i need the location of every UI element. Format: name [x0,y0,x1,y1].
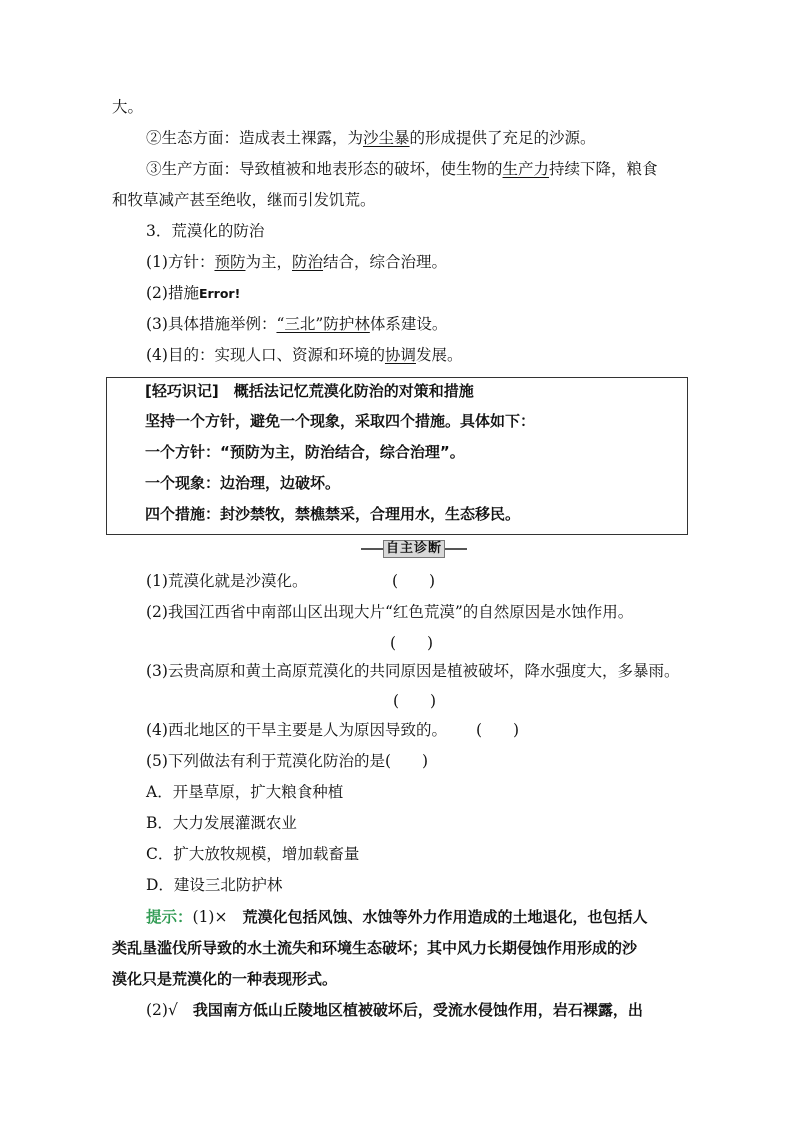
text-line: ②生态方面：造成表土裸露，为沙尘暴的形成提供了充足的沙源。 [146,129,596,147]
banner-rule-right [445,548,467,550]
self-diagnosis-banner [361,540,467,558]
question-4: (4)西北地区的干旱主要是人为原因导致的。 [146,721,447,739]
underlined-term: 沙尘暴 [363,129,410,147]
text-line: 和牧草减产甚至绝收，继而引发饥荒。 [112,191,376,209]
text-line: (1)方针：预防为主，防治结合，综合治理。 [146,253,448,271]
underlined-term: “三北”防护林 [276,315,370,333]
option-d: D．建设三北防护林 [146,876,283,894]
answer-1-continued: 漠化只是荒漠化的一种表现形式。 [112,970,338,988]
underlined-term: 生产力 [502,160,550,178]
text-line: ③生产方面：导致植被和地表形态的破坏，使生物的生产力持续下降，粮食 [146,160,658,178]
option-b: B．大力发展灌溉农业 [146,814,297,832]
text-line: 大。 [112,98,144,116]
answer-blank: ( ) [392,572,436,590]
option-c: C．扩大放牧规模，增加载畜量 [146,845,360,863]
memory-tip-box [106,377,688,535]
tip-title: [轻巧识记] 概括法记忆荒漠化防治的对策和措施 [145,382,474,400]
tip-line: 一个现象：边治理，边破坏。 [145,474,341,492]
question-1: (1)荒漠化就是沙漠化。 [146,572,308,590]
question-2: (2)我国江西省中南部山区出现大片“红色荒漠”的自然原因是水蚀作用。 [146,603,634,621]
underlined-term: 防治 [292,253,324,271]
answer-blank: ( ) [390,634,434,652]
tip-line: 坚持一个方针，避免一个现象，采取四个措施。具体如下： [145,412,536,430]
error-placeholder: Error! [198,286,241,301]
option-a: A．开垦草原，扩大粮食种植 [146,783,344,801]
tip-line: 一个方针：“预防为主，防治结合，综合治理”。 [145,443,465,461]
answer-blank: ( ) [393,692,437,710]
text-line: (3)具体措施举例：“三北”防护林体系建设。 [146,315,448,333]
question-3: (3)云贵高原和黄土高原荒漠化的共同原因是植被破坏，降水强度大，多暴雨。 [146,662,680,680]
question-5: (5)下列做法有利于荒漠化防治的是( ) [146,752,429,770]
underlined-term: 预防 [214,253,246,271]
underlined-term: 协调 [384,346,416,364]
hint-label: 提示： [146,908,193,926]
answer-2: (2)√ 我国南方低山丘陵地区植被破坏后，受流水侵蚀作用，岩石裸露，出 [146,1001,643,1019]
answer-1-continued: 类乱垦滥伐所导致的水土流失和环境生态破坏；其中风力长期侵蚀作用形成的沙 [112,939,638,957]
banner-label: 自主诊断 [383,540,445,558]
answer-blank: ( ) [476,721,520,739]
section-heading: 3．荒漠化的防治 [146,222,265,240]
text-line: (4)目的：实现人口、资源和环境的协调发展。 [146,346,463,364]
banner-rule-left [361,548,383,550]
tip-line: 四个措施：封沙禁牧，禁樵禁采，合理用水，生态移民。 [145,505,521,523]
text-line: (2)措施Error! [146,284,241,302]
answer-1: 提示：(1)× 荒漠化包括风蚀、水蚀等外力作用造成的土地退化，也包括人 [146,908,648,926]
